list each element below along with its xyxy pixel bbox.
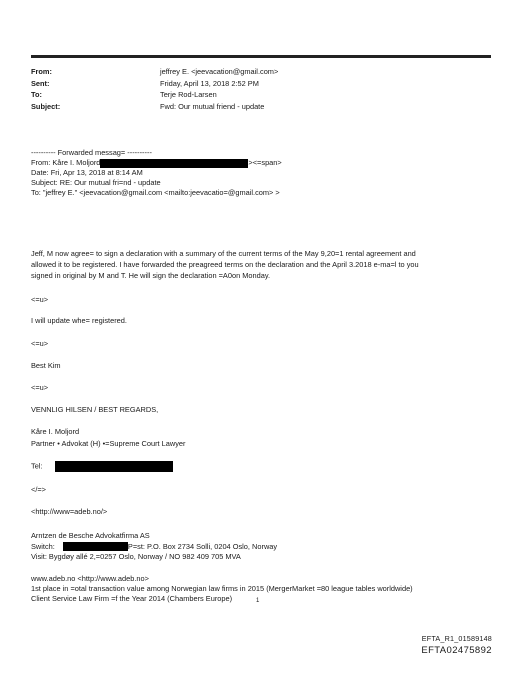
forwarded-from xyxy=(31,158,501,168)
header-to-row xyxy=(31,89,491,101)
forwarded-date: Date: Fri, Apr 13, 2018 at 8:14 AM xyxy=(31,168,143,177)
forwarded-to: To: "jeffrey E." <jeevacation@gmail.com <mailto:jeevacatio=@gmail.com> > xyxy=(31,188,280,197)
url-line: <http://www=adeb.no/> xyxy=(31,507,108,516)
u-tag: <=u> xyxy=(31,295,49,304)
website-line: www.adeb.no <http://www.adeb.no> xyxy=(31,574,149,583)
header-subject-row xyxy=(31,101,491,113)
paragraph-line: Jeff, M now agree= to sign a declaration with a summary of the current terms of the May 9,20=1 rental agreement and xyxy=(31,249,416,258)
subject-value: Fwd: Our mutual friend - update xyxy=(160,101,265,111)
email-header xyxy=(31,66,491,112)
from-value: jeffrey E. <jeevacation@gmail.com> xyxy=(160,67,279,77)
paragraph-line: signed in original by M and T. He will sign the declaration =A0on Monday. xyxy=(31,271,271,280)
update-line: I will update whe= registered. xyxy=(31,316,127,325)
paragraph-line: allowed it to be registered. I have forwarded the preagreed terms on the declaration and the April 3.2018 e-ma=l to you xyxy=(31,260,419,269)
to-value: Terje Rod-Larsen xyxy=(160,90,217,100)
switch-label: Switch: xyxy=(31,541,55,551)
signature-tel xyxy=(31,461,501,472)
u-tag: <=u> xyxy=(31,339,49,348)
footer-id-secondary: EFTA02475892 xyxy=(421,645,492,656)
signature-title: Partner • Advokat (H) •=Supreme Court Lawyer xyxy=(31,439,186,448)
forwarded-from-suffix: ><=span> xyxy=(248,158,282,167)
header-sent-row xyxy=(31,78,491,90)
switch-suffix: P=st: P.O. Box 2734 Solli, 0204 Oslo, Norway xyxy=(127,541,278,551)
header-rule xyxy=(31,55,491,58)
forwarded-header xyxy=(31,148,501,198)
header-from-row xyxy=(31,66,491,78)
redaction-bar xyxy=(55,461,173,472)
firm-name: Arntzen de Besche Advokatfirma AS xyxy=(31,531,150,540)
redaction-bar xyxy=(100,159,248,168)
firm-block xyxy=(31,531,501,563)
footer-id-primary: EFTA_R1_01589148 xyxy=(421,634,492,643)
sent-label: Sent: xyxy=(31,78,50,88)
redaction-bar xyxy=(63,542,128,551)
sent-value: Friday, April 13, 2018 2:52 PM xyxy=(160,78,259,88)
visit-line: Visit: Bygdøy allé 2,=0257 Oslo, Norway / NO 982 409 705 MVA xyxy=(31,552,241,561)
message-paragraph xyxy=(31,249,501,282)
switch-line xyxy=(31,542,501,553)
closing-tag: </=> xyxy=(31,485,47,494)
from-label: From: xyxy=(31,67,52,77)
tel-label: Tel: xyxy=(31,461,43,471)
u-tag: <=u> xyxy=(31,383,49,392)
page-number: 1 xyxy=(256,598,260,604)
forwarded-divider: ---------- Forwarded messag= ---------- xyxy=(31,148,152,157)
to-label: To: xyxy=(31,90,42,100)
award-line: 1st place in =otal transaction value among Norwegian law firms in 2015 (MergerMarket =80 league tables worldwide) xyxy=(31,584,413,593)
subject-label: Subject: xyxy=(31,101,61,111)
best-line: Best Kim xyxy=(31,361,61,370)
forwarded-from-prefix: From: Kåre I. Moljord xyxy=(31,158,101,167)
website-block xyxy=(31,574,501,604)
regards-line: VENNLIG HILSEN / BEST REGARDS, xyxy=(31,405,159,414)
forwarded-subject: Subject: RE: Our mutual fri=nd - update xyxy=(31,178,161,187)
award-line: Client Service Law Firm =f the Year 2014 (Chambers Europe) xyxy=(31,594,233,603)
signature-name: Kåre I. Moljord xyxy=(31,427,80,436)
